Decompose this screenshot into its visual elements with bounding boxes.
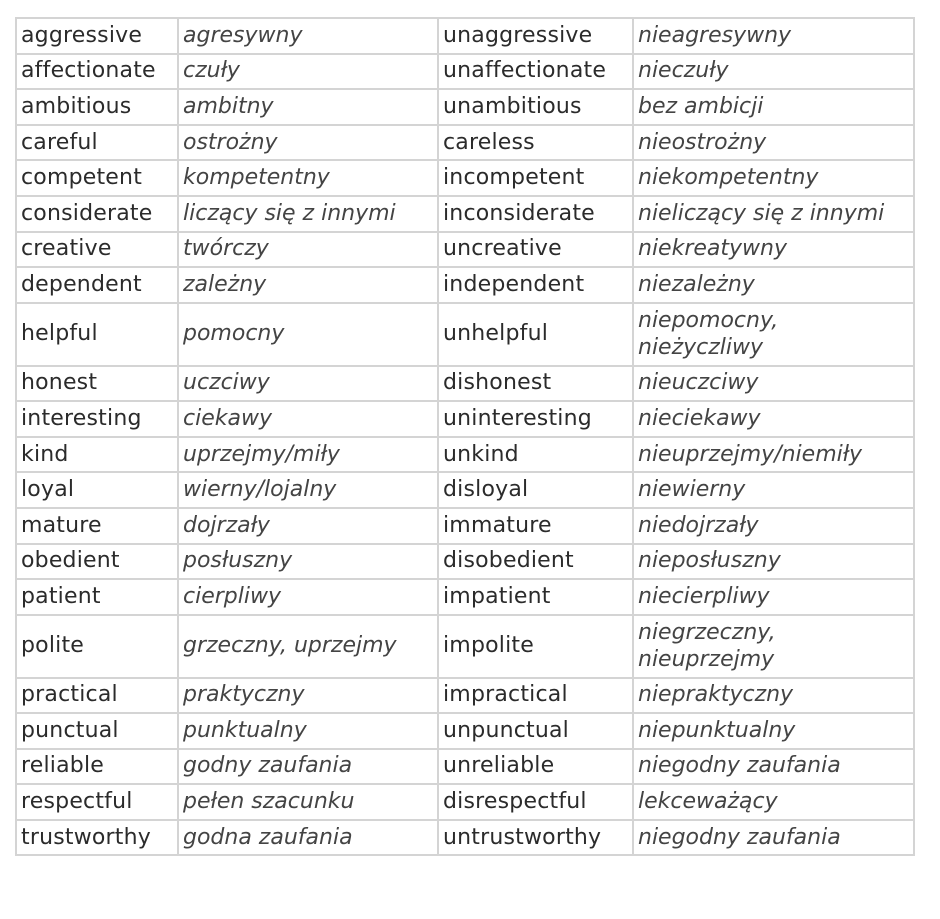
adjective-cell: respectful [16, 784, 178, 820]
translation-cell: cierpliwy [178, 579, 438, 615]
opposite-adjective-cell: disrespectful [438, 784, 633, 820]
table-row [16, 232, 914, 268]
opposite-translation-cell: niepraktyczny [633, 678, 914, 714]
translation-cell: agresywny [178, 18, 438, 54]
adjective-cell: affectionate [16, 54, 178, 90]
translation-cell: uprzejmy/miły [178, 437, 438, 473]
opposite-translation-cell: lekceważący [633, 784, 914, 820]
opposite-translation-cell: nieuprzejmy/niemiły [633, 437, 914, 473]
vocabulary-table [15, 17, 915, 856]
table-row [16, 678, 914, 714]
opposite-adjective-cell: inconsiderate [438, 196, 633, 232]
translation-cell: ambitny [178, 89, 438, 125]
opposite-adjective-cell: immature [438, 508, 633, 544]
table-row [16, 713, 914, 749]
adjective-cell: aggressive [16, 18, 178, 54]
opposite-translation-cell: niekreatywny [633, 232, 914, 268]
adjective-cell: patient [16, 579, 178, 615]
table-row [16, 160, 914, 196]
adjective-cell: dependent [16, 267, 178, 303]
opposite-adjective-cell: unambitious [438, 89, 633, 125]
opposite-translation-cell: bez ambicji [633, 89, 914, 125]
adjective-cell: polite [16, 615, 178, 678]
table-row [16, 784, 914, 820]
opposite-adjective-cell: careless [438, 125, 633, 161]
table-row [16, 508, 914, 544]
opposite-translation-cell: nieciekawy [633, 401, 914, 437]
translation-cell: zależny [178, 267, 438, 303]
table-row [16, 615, 914, 678]
adjective-cell: loyal [16, 472, 178, 508]
opposite-translation-cell: nieuczciwy [633, 366, 914, 402]
translation-cell: czuły [178, 54, 438, 90]
table-row [16, 125, 914, 161]
opposite-adjective-cell: unhelpful [438, 303, 633, 366]
opposite-translation-cell: niecierpliwy [633, 579, 914, 615]
adjective-cell: considerate [16, 196, 178, 232]
table-row [16, 267, 914, 303]
translation-cell: dojrzały [178, 508, 438, 544]
table-row [16, 437, 914, 473]
opposite-translation-cell: niegodny zaufania [633, 749, 914, 785]
adjective-cell: obedient [16, 544, 178, 580]
table-row [16, 18, 914, 54]
translation-cell: twórczy [178, 232, 438, 268]
translation-cell: pomocny [178, 303, 438, 366]
table-row [16, 401, 914, 437]
table-row [16, 196, 914, 232]
adjective-cell: honest [16, 366, 178, 402]
translation-cell: liczący się z innymi [178, 196, 438, 232]
adjective-cell: mature [16, 508, 178, 544]
translation-cell: pełen szacunku [178, 784, 438, 820]
translation-cell: uczciwy [178, 366, 438, 402]
translation-cell: ciekawy [178, 401, 438, 437]
adjective-cell: ambitious [16, 89, 178, 125]
opposite-translation-cell: niedojrzały [633, 508, 914, 544]
table-row [16, 54, 914, 90]
opposite-translation-cell: niewierny [633, 472, 914, 508]
adjective-cell: kind [16, 437, 178, 473]
translation-cell: wierny/lojalny [178, 472, 438, 508]
opposite-adjective-cell: unpunctual [438, 713, 633, 749]
translation-cell: godna zaufania [178, 820, 438, 856]
translation-cell: posłuszny [178, 544, 438, 580]
translation-cell: ostrożny [178, 125, 438, 161]
table-row [16, 579, 914, 615]
opposite-translation-cell: niegrzeczny, nieuprzejmy [633, 615, 914, 678]
opposite-adjective-cell: incompetent [438, 160, 633, 196]
adjective-cell: interesting [16, 401, 178, 437]
opposite-adjective-cell: independent [438, 267, 633, 303]
opposite-translation-cell: nieagresywny [633, 18, 914, 54]
adjective-cell: practical [16, 678, 178, 714]
adjective-cell: helpful [16, 303, 178, 366]
opposite-adjective-cell: disloyal [438, 472, 633, 508]
adjective-cell: competent [16, 160, 178, 196]
table-row [16, 544, 914, 580]
opposite-translation-cell: nieczuły [633, 54, 914, 90]
translation-cell: grzeczny, uprzejmy [178, 615, 438, 678]
opposite-translation-cell: niekompetentny [633, 160, 914, 196]
opposite-adjective-cell: unaffectionate [438, 54, 633, 90]
table-row [16, 749, 914, 785]
table-row [16, 472, 914, 508]
opposite-adjective-cell: impractical [438, 678, 633, 714]
opposite-adjective-cell: unreliable [438, 749, 633, 785]
opposite-adjective-cell: unkind [438, 437, 633, 473]
opposite-adjective-cell: uncreative [438, 232, 633, 268]
opposite-adjective-cell: untrustworthy [438, 820, 633, 856]
translation-cell: godny zaufania [178, 749, 438, 785]
opposite-translation-cell: niepomocny, nieżyczliwy [633, 303, 914, 366]
opposite-adjective-cell: disobedient [438, 544, 633, 580]
opposite-adjective-cell: dishonest [438, 366, 633, 402]
translation-cell: kompetentny [178, 160, 438, 196]
adjective-cell: creative [16, 232, 178, 268]
adjective-cell: punctual [16, 713, 178, 749]
opposite-adjective-cell: impatient [438, 579, 633, 615]
opposite-translation-cell: niegodny zaufania [633, 820, 914, 856]
opposite-translation-cell: niepunktualny [633, 713, 914, 749]
table-row [16, 366, 914, 402]
adjective-cell: reliable [16, 749, 178, 785]
opposite-translation-cell: nieostrożny [633, 125, 914, 161]
opposite-translation-cell: nieliczący się z innymi [633, 196, 914, 232]
opposite-translation-cell: nieposłuszny [633, 544, 914, 580]
opposite-adjective-cell: impolite [438, 615, 633, 678]
opposite-adjective-cell: uninteresting [438, 401, 633, 437]
adjective-cell: trustworthy [16, 820, 178, 856]
opposite-translation-cell: niezależny [633, 267, 914, 303]
translation-cell: punktualny [178, 713, 438, 749]
adjective-cell: careful [16, 125, 178, 161]
table-row [16, 89, 914, 125]
table-row [16, 303, 914, 366]
opposite-adjective-cell: unaggressive [438, 18, 633, 54]
translation-cell: praktyczny [178, 678, 438, 714]
table-row [16, 820, 914, 856]
